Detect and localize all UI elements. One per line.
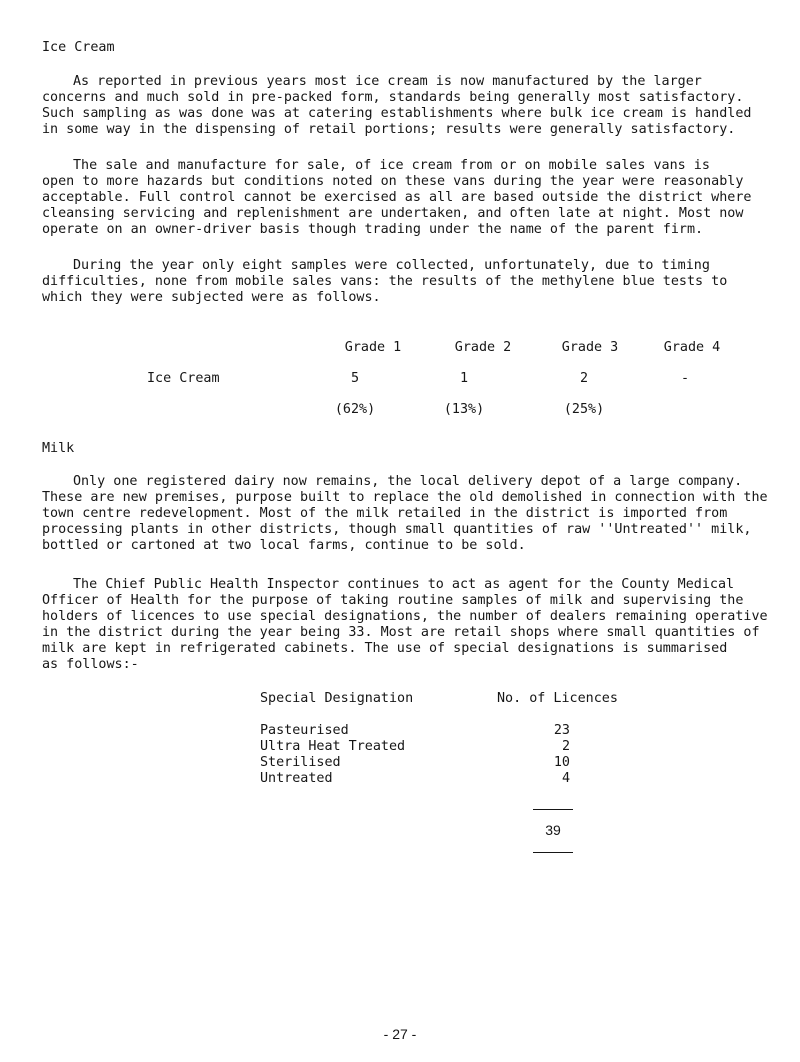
grade-2-count: 1 bbox=[459, 371, 469, 386]
grade-3-count: 2 bbox=[579, 371, 589, 386]
paragraph-line: processing plants in other districts, though small quantities of raw ''Untreated'' milk, bbox=[42, 522, 752, 537]
licences-column-header: No. of Licences bbox=[497, 691, 618, 706]
paragraph-line: in some way in the dispensing of retail portions; results were generally satisfactory. bbox=[42, 122, 736, 137]
grade-4-count: - bbox=[680, 371, 690, 386]
grade-row-label: Ice Cream bbox=[147, 371, 220, 386]
paragraph-line: holders of licences to use special designations, the number of dealers remaining operative bbox=[42, 609, 768, 624]
paragraph-line: acceptable. Full control cannot be exercised as all are based outside the district where bbox=[42, 190, 752, 205]
paragraph-line: cleansing servicing and replenishment are undertaken, and often late at night. Most now bbox=[42, 206, 744, 221]
total-rule-top bbox=[533, 809, 573, 810]
grade-4-header: Grade 4 bbox=[663, 340, 721, 355]
paragraph-line: These are new premises, purpose built to replace the old demolished in connection with the bbox=[42, 490, 768, 505]
paragraph-line: open to more hazards but conditions noted on these vans during the year were reasonably bbox=[42, 174, 744, 189]
paragraph-line: The sale and manufacture for sale, of ice cream from or on mobile sales vans is bbox=[73, 158, 710, 173]
paragraph-line: The Chief Public Health Inspector continues to act as agent for the County Medical bbox=[73, 577, 735, 592]
ice-cream-paragraph-3 bbox=[42, 258, 762, 306]
licence-total: 39 bbox=[545, 822, 561, 838]
paragraph-line: as follows:- bbox=[42, 657, 139, 672]
paragraph-line: As reported in previous years most ice cream is now manufactured by the larger bbox=[73, 74, 702, 89]
paragraph-line: Such sampling as was done was at catering establishments where bulk ice cream is handled bbox=[42, 106, 752, 121]
designation-name: Untreated bbox=[260, 771, 333, 786]
grade-3-header: Grade 3 bbox=[561, 340, 619, 355]
grade-1-percent: (62%) bbox=[334, 402, 376, 417]
designation-name: Sterilised bbox=[260, 755, 341, 770]
paragraph-line: which they were subjected were as follows. bbox=[42, 290, 381, 305]
milk-paragraph-1 bbox=[42, 474, 768, 554]
grade-2-percent: (13%) bbox=[443, 402, 485, 417]
paragraph-line: Only one registered dairy now remains, the local delivery depot of a large company. bbox=[73, 474, 743, 489]
paragraph-line: town centre redevelopment. Most of the milk retailed in the district is imported from bbox=[42, 506, 728, 521]
paragraph-line: During the year only eight samples were collected, unfortunately, due to timing bbox=[73, 258, 710, 273]
designation-column-header: Special Designation bbox=[260, 691, 414, 706]
paragraph-line: milk are kept in refrigerated cabinets. The use of special designations is summarised bbox=[42, 641, 728, 656]
designation-name: Ultra Heat Treated bbox=[260, 739, 406, 754]
milk-heading: Milk bbox=[42, 441, 75, 456]
paragraph-line: in the district during the year being 33. Most are retail shops where small quantities of bbox=[42, 625, 760, 640]
milk-paragraph-2 bbox=[42, 577, 768, 673]
paragraph-line: difficulties, none from mobile sales vans: the results of the methylene blue tests to bbox=[42, 274, 728, 289]
designation-name: Pasteurised bbox=[260, 723, 349, 738]
grade-1-count: 5 bbox=[350, 371, 360, 386]
licence-count: 23 bbox=[553, 723, 570, 738]
licence-count: 4 bbox=[561, 771, 570, 786]
page-number: - 27 - bbox=[383, 1026, 417, 1042]
licence-count: 2 bbox=[561, 739, 570, 754]
paragraph-line: Officer of Health for the purpose of taking routine samples of milk and supervising the bbox=[42, 593, 744, 608]
paragraph-line: bottled or cartoned at two local farms, continue to be sold. bbox=[42, 538, 526, 553]
total-rule-bottom bbox=[533, 852, 573, 853]
licence-count: 10 bbox=[553, 755, 570, 770]
grade-2-header: Grade 2 bbox=[454, 340, 512, 355]
grade-3-percent: (25%) bbox=[563, 402, 605, 417]
ice-cream-heading: Ice Cream bbox=[42, 40, 115, 55]
paragraph-line: concerns and much sold in pre-packed form, standards being generally most satisfactory. bbox=[42, 90, 744, 105]
ice-cream-paragraph-2 bbox=[42, 158, 762, 238]
grade-1-header: Grade 1 bbox=[344, 340, 402, 355]
paragraph-line: operate on an owner-driver basis though trading under the name of the parent firm. bbox=[42, 222, 704, 237]
ice-cream-paragraph-1 bbox=[42, 74, 762, 138]
